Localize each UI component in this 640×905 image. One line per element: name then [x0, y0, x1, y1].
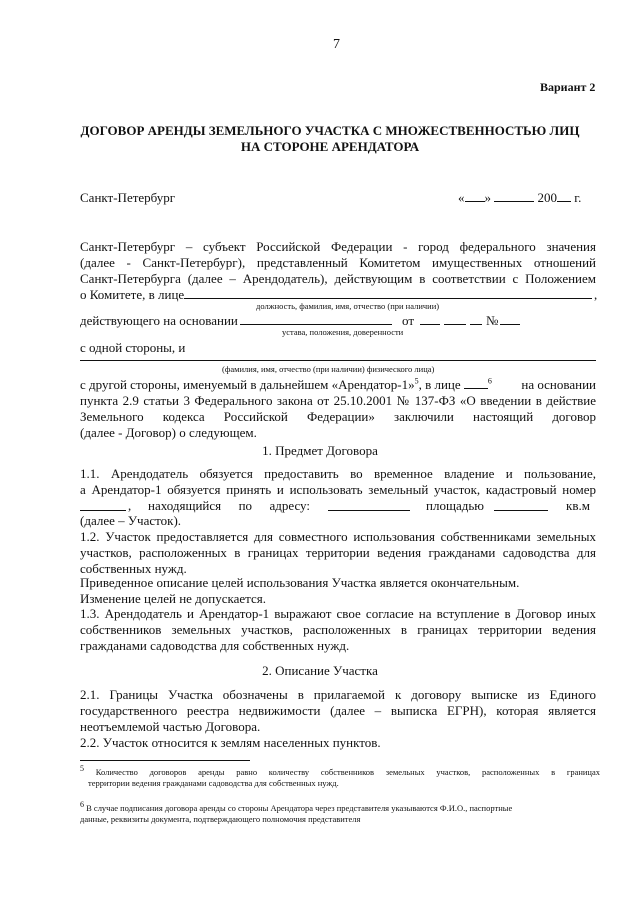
intro-line6: с одной стороны, и: [80, 340, 186, 355]
intro-line7-c: на основании: [521, 377, 596, 392]
footnote-ref-6: 6: [487, 376, 492, 386]
date-year: 200: [537, 190, 557, 205]
intro-line9: Земельного кодекса Российской Федерации» заключили настоящий договор: [80, 409, 596, 424]
p13-line3: гражданами садоводства для собственных нужд.: [80, 638, 350, 653]
caption-basis: устава, положения, доверенности: [282, 327, 404, 337]
p13-line2: собственников земельных участков, расположенных в границах территории ведения: [80, 622, 596, 637]
footnote-6-line1: В случае подписания договора аренды со стороны Арендатора через представителя указываются Ф.И.О., паспортные: [86, 803, 513, 813]
footnote-5-mark: 5: [80, 764, 84, 774]
footnote-separator: [80, 760, 250, 761]
date-year-suffix: г.: [574, 190, 582, 205]
p11-line3-comma: ,: [128, 498, 132, 513]
page-number: 7: [333, 37, 340, 52]
date-day-blank: [465, 189, 485, 202]
p12-line2: участков, расположенных в границах территории ведения гражданами садоводства для: [80, 545, 596, 560]
basis-date-day-blank: [420, 324, 440, 325]
representative-blank: [184, 298, 592, 299]
basis-number-blank: [500, 324, 520, 325]
intro-line10: (далее - Договор) о следующем.: [80, 425, 257, 440]
footnote-6-line2: данные, реквизиты документа, подтверждающего полномочия представителя: [80, 814, 361, 824]
date-month-blank: [494, 189, 534, 202]
caption-person: (фамилия, имя, отчество (при наличии) физического лица): [222, 364, 435, 374]
document-title-line1: ДОГОВОР АРЕНДЫ ЗЕМЕЛЬНОГО УЧАСТКА С МНОЖЕСТВЕННОСТЬЮ ЛИЦ: [80, 123, 580, 138]
p12-line4: Приведенное описание целей использования Участка является окончательным.: [80, 575, 520, 590]
p11-line2: а Арендатор-1 обязуется принять и использовать земельный участок, кадастровый номер: [80, 482, 596, 497]
caption-position: должность, фамилия, имя, отчество (при наличии): [256, 301, 440, 311]
variant-label: Вариант 2: [540, 80, 596, 94]
footnote-5-line2: территории ведения гражданами садоводства для собственных нужд.: [88, 778, 339, 788]
p21-line1: 2.1. Границы Участка обозначены в прилагаемой к договору выписке из Единого: [80, 687, 596, 702]
section2-heading: 2. Описание Участка: [262, 663, 378, 678]
intro-line7-a: с другой стороны, именуемый в дальнейшем «Арендатор-1»: [80, 377, 415, 392]
document-title-line2: НА СТОРОНЕ АРЕНДАТОРА: [240, 139, 420, 154]
area-blank: [494, 510, 548, 511]
intro-line7-b: , в лице: [418, 377, 461, 392]
date-year-blank: [557, 189, 571, 202]
city-label: Санкт-Петербург: [80, 190, 176, 205]
p11-line4: (далее – Участок).: [80, 513, 182, 528]
p21-line3: неотъемлемой частью Договора.: [80, 719, 261, 734]
p12-line3: собственных нужд.: [80, 561, 187, 576]
date-close-quote: »: [484, 190, 491, 205]
p11-line3-unit: кв.м: [566, 498, 590, 513]
p13-line1: 1.3. Арендодатель и Арендатор-1 выражают свое согласие на вступление в Договор иных: [80, 606, 596, 621]
intro-line5-prefix: действующего на основании: [80, 313, 238, 328]
intro-line8: пункта 2.9 статьи 3 Федерального закона от 25.10.2001 № 137-ФЗ «О введении в действие: [80, 393, 596, 408]
intro-line1: Санкт-Петербург – субъект Российской Федерации - город федерального значения: [80, 239, 596, 254]
footnote-5: [80, 764, 601, 789]
intro-line5-no: №: [486, 313, 499, 328]
representative-name-blank: [464, 376, 488, 389]
p21-line2: государственного реестра недвижимости (далее – выписка ЕГРН), которая является: [80, 703, 596, 718]
intro-line5-from: от: [402, 313, 415, 328]
p11-line1: 1.1. Арендодатель обязуется предоставить во временное владение и пользование,: [80, 466, 596, 481]
intro-line4-comma: ,: [594, 287, 598, 302]
basis-blank: [240, 324, 392, 325]
p22-line: 2.2. Участок относится к землям населенных пунктов.: [80, 735, 381, 750]
date-open-quote: «: [458, 190, 465, 205]
p12-line1: 1.2. Участок предоставляется для совместного использования собственниками земельных: [80, 529, 596, 544]
cadastral-number-blank: [80, 510, 126, 511]
intro-line7: [80, 376, 596, 393]
basis-date-month-blank: [444, 324, 466, 325]
basis-date-year-blank: [470, 324, 482, 325]
person-name-blank: [80, 360, 596, 361]
address-blank: [328, 510, 410, 511]
section1-heading: 1. Предмет Договора: [262, 443, 378, 458]
date-field: [458, 189, 581, 206]
intro-line3: Санкт-Петербурга (далее – Арендодатель), действующим в соответствии с Положением: [80, 271, 596, 286]
intro-line4-prefix: о Комитете, в лице: [80, 287, 185, 302]
p11-line3-area: площадью: [426, 498, 484, 513]
footnote-ref-5: 5: [414, 376, 419, 386]
p12-line5: Изменение целей не допускается.: [80, 591, 267, 606]
footnote-5-line1: Количество договоров аренды равно количеству собственников земельных участков, расположенных в границах: [95, 767, 601, 777]
footnote-6: [80, 800, 600, 825]
footnote-6-mark: 6: [80, 800, 84, 810]
p11-line3-located: находящийся по адресу:: [148, 498, 310, 513]
intro-line2: (далее - Санкт-Петербург), представленный Комитетом имущественных отношений: [80, 255, 596, 270]
